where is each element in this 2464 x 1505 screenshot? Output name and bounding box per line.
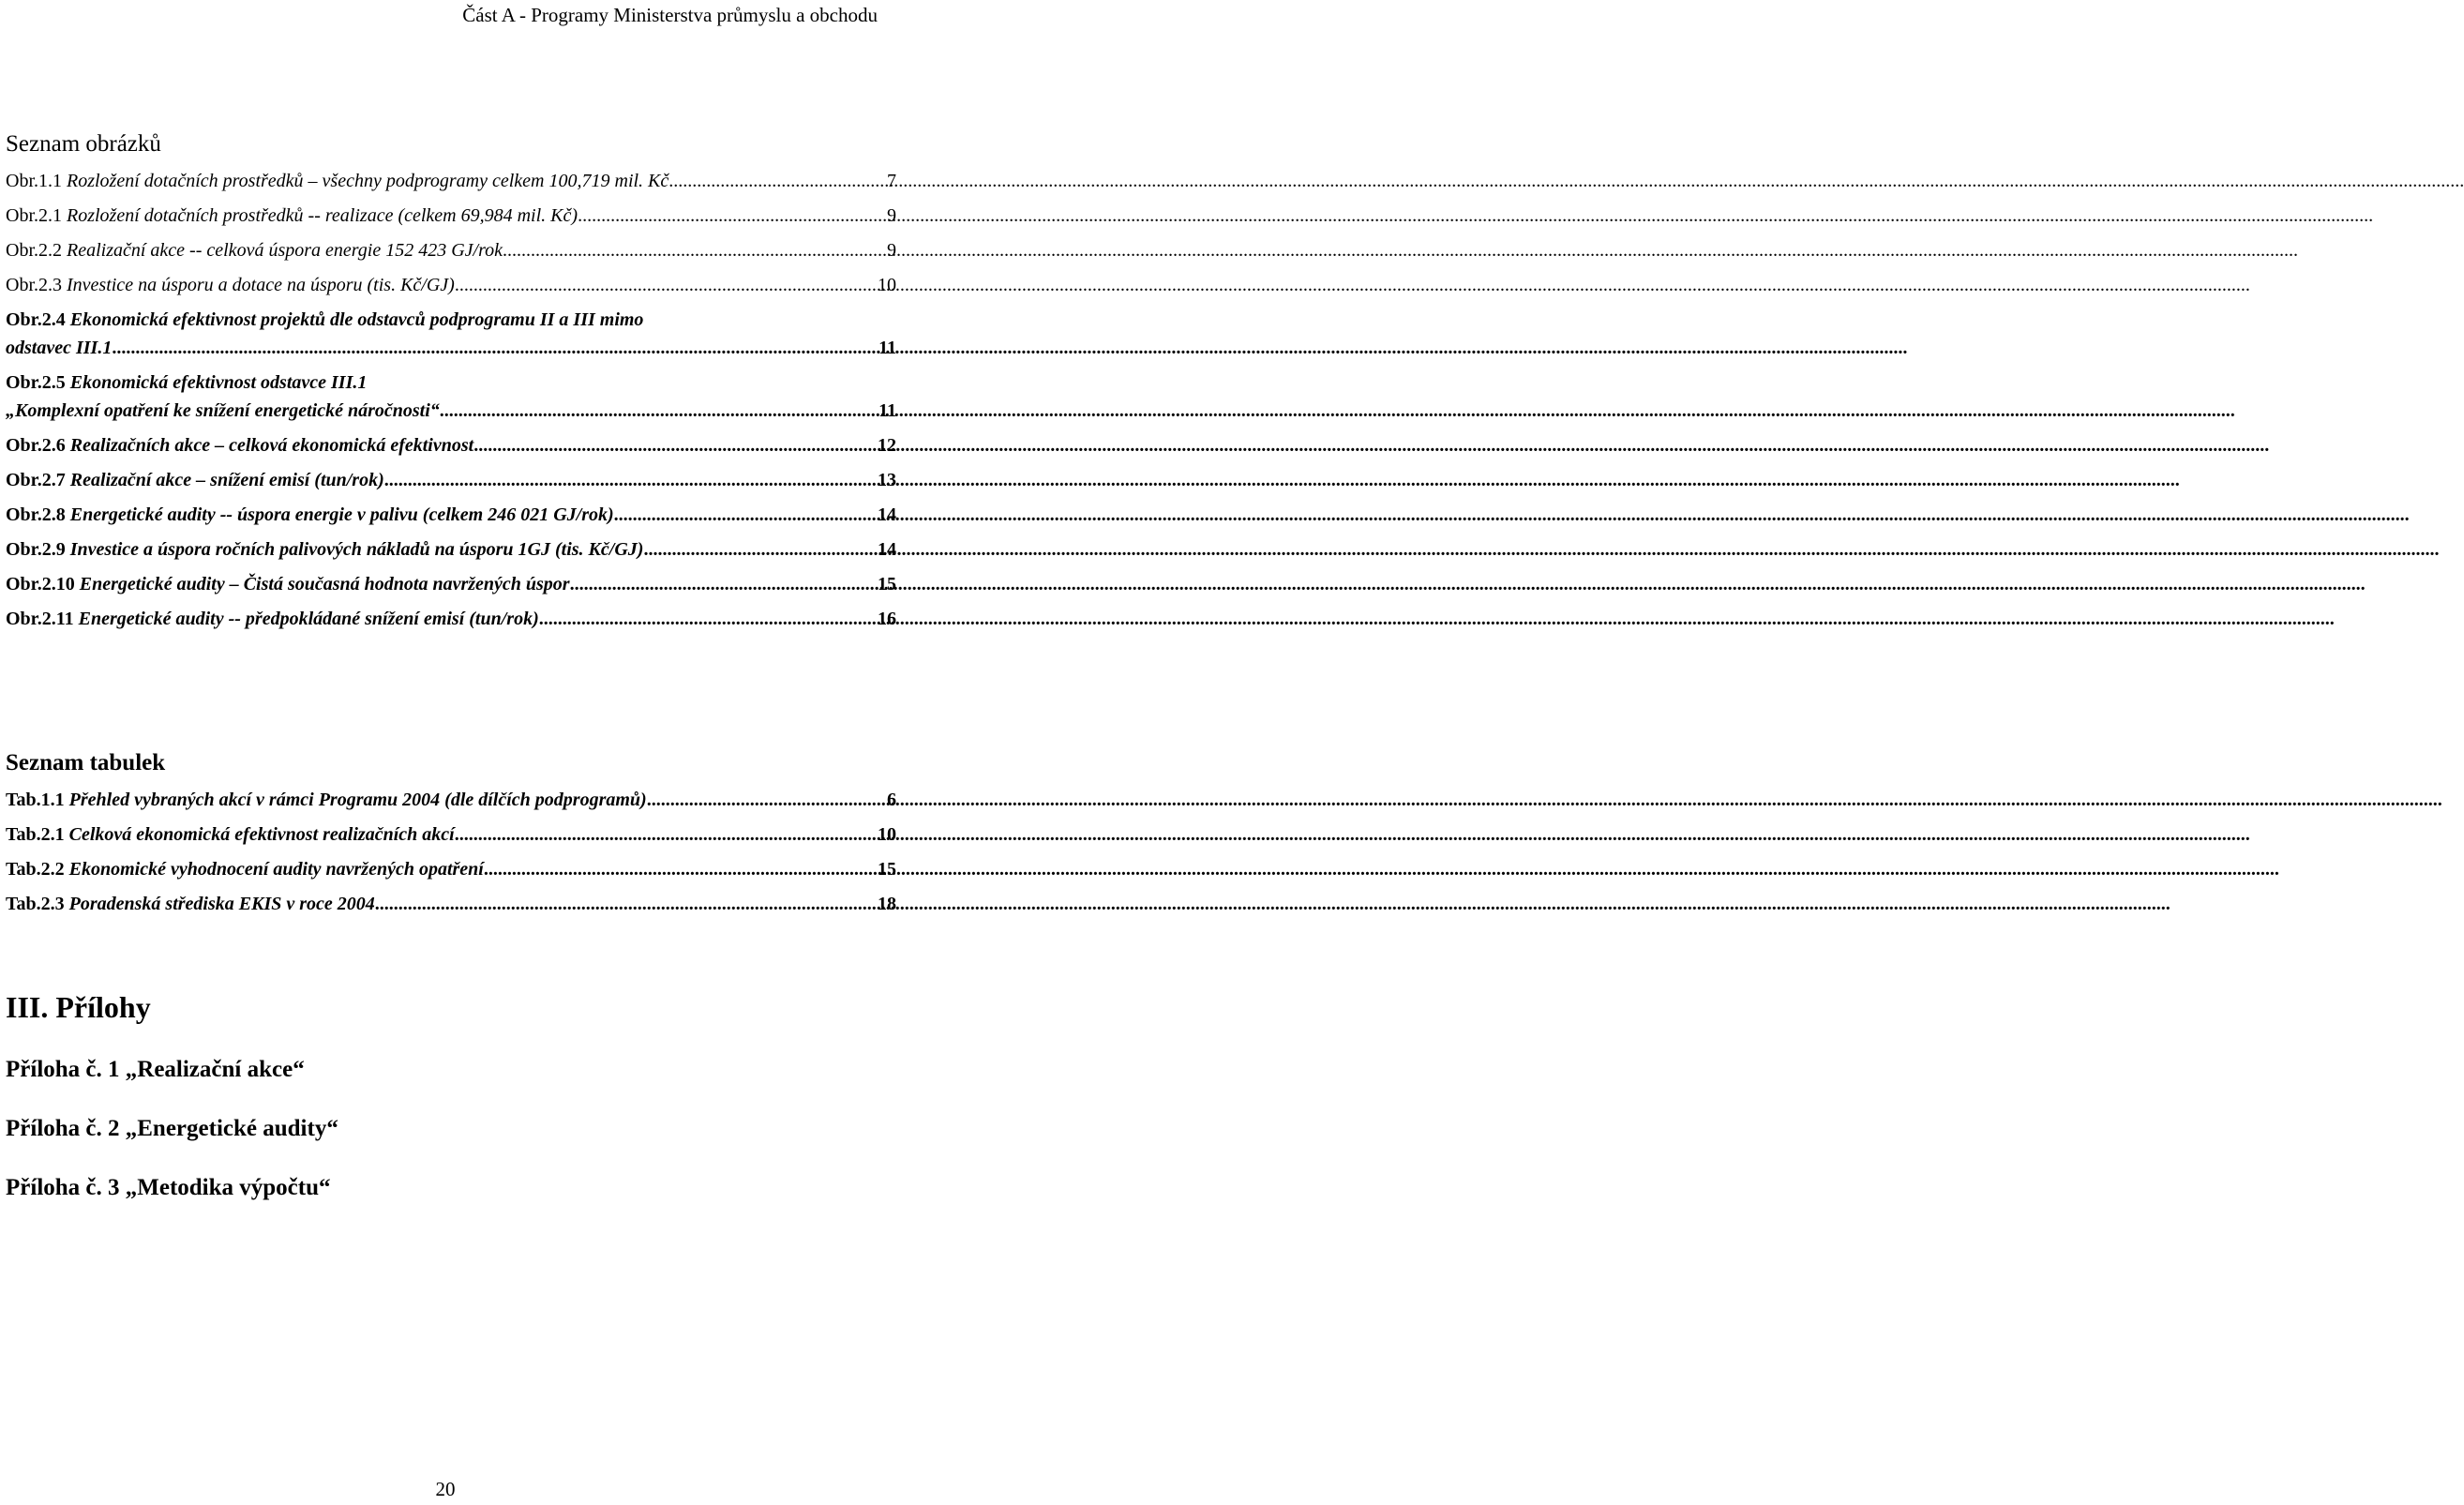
toc-page-number: 16: [878, 609, 896, 629]
toc-entry-number: Tab.1.1: [6, 790, 69, 810]
toc-entry[interactable]: [6, 167, 896, 195]
toc-entry-title: Energetické audity -- úspora energie v palivu (celkem 246 021 GJ/rok): [69, 504, 614, 525]
toc-page-number: 10: [878, 275, 896, 295]
toc-entry[interactable]: [6, 855, 896, 883]
toc-leader-dots: [570, 570, 875, 598]
toc-entry-title: Realizační akce – snížení emisí (tun/rok): [69, 470, 384, 490]
toc-page-number: 11: [879, 400, 896, 421]
toc-entry[interactable]: [6, 786, 896, 814]
toc-entry-number: Obr.2.4: [6, 309, 70, 330]
toc-leader-dots: [578, 202, 884, 230]
toc-entry-number: Obr.2.9: [6, 539, 70, 560]
toc-page-number: 10: [878, 824, 896, 845]
toc-entry-title: Ekonomická efektivnost projektů dle odstavců podprogramu II a III mimo: [69, 309, 644, 330]
toc-entry-title: Poradenská střediska EKIS v roce 2004: [68, 894, 375, 914]
toc-leader-dots: [384, 466, 875, 494]
toc-entry-title: Realizačních akce – celková ekonomická efektivnost: [69, 435, 474, 456]
toc-entry[interactable]: [6, 202, 896, 230]
toc-page-number: 6: [887, 790, 896, 810]
toc-entry-title: Ekonomické vyhodnocení audity navržených opatření: [68, 859, 484, 880]
appendices-heading: III. Přílohy: [6, 990, 151, 1024]
toc-entry[interactable]: [6, 431, 896, 459]
toc-entry[interactable]: [6, 890, 896, 918]
toc-entry[interactable]: [6, 605, 896, 633]
toc-leader-dots: [614, 501, 875, 529]
toc-entry[interactable]: [6, 820, 896, 849]
toc-entry-number: Obr.1.1: [6, 171, 67, 191]
appendix-item-2: Příloha č. 2 „Energetické audity“: [6, 1116, 338, 1141]
toc-entry[interactable]: [6, 306, 896, 362]
page-number: 20: [435, 1478, 456, 1500]
toc-entry-number: Obr.2.1: [6, 205, 67, 226]
toc-entry-number: Obr.2.2: [6, 240, 67, 261]
toc-leader-dots: [473, 431, 875, 459]
toc-entry[interactable]: [6, 466, 896, 494]
toc-entry-number: Obr.2.10: [6, 574, 80, 594]
running-header: Část A - Programy Ministerstva průmyslu a obchodu: [462, 4, 878, 26]
toc-page-number: 14: [878, 539, 896, 560]
toc-entry-number: Tab.2.1: [6, 824, 69, 845]
toc-page-number: 15: [878, 859, 896, 880]
toc-entry-title: Energetické audity -- předpokládané snížení emisí (tun/rok): [78, 609, 539, 629]
tables-section-title: Seznam tabulek: [6, 750, 166, 775]
toc-entry[interactable]: [6, 271, 896, 299]
toc-entry-title: Rozložení dotačních prostředků – všechny podprogramy celkem 100,719 mil. Kč: [67, 171, 669, 191]
toc-leader-dots: [484, 855, 875, 883]
toc-entry-number: Obr.2.5: [6, 372, 70, 393]
toc-entry-title: Realizační akce -- celková úspora energie 152 423 GJ/rok: [67, 240, 503, 261]
toc-leader-dots: [455, 820, 875, 849]
toc-page-number: 11: [879, 338, 896, 358]
toc-entry-number: Obr.2.8: [6, 504, 70, 525]
tables-list: [6, 786, 896, 925]
toc-entry-number: Tab.2.3: [6, 894, 69, 914]
toc-page-number: 13: [878, 470, 896, 490]
appendix-item-1: Příloha č. 1 „Realizační akce“: [6, 1057, 305, 1082]
toc-leader-dots: [440, 397, 876, 425]
toc-entry-title: Celková ekonomická efektivnost realizačních akcí: [68, 824, 455, 845]
toc-entry[interactable]: [6, 501, 896, 529]
toc-entry-title: Přehled vybraných akcí v rámci Programu 2004 (dle dílčích podprogramů): [68, 790, 647, 810]
toc-entry-number: Obr.2.7: [6, 470, 70, 490]
toc-leader-dots: [375, 890, 875, 918]
toc-entry-title-continued: odstavec III.1: [6, 338, 113, 358]
toc-page-number: 18: [878, 894, 896, 914]
toc-leader-dots: [112, 334, 876, 362]
toc-leader-dots: [455, 271, 875, 299]
figures-list: [6, 167, 896, 640]
toc-entry-title: Ekonomická efektivnost odstavce III.1: [69, 372, 368, 393]
toc-entry-title: Rozložení dotačních prostředků -- realizace (celkem 69,984 mil. Kč): [67, 205, 578, 226]
toc-entry-title: Investice a úspora ročních palivových nákladů na úsporu 1GJ (tis. Kč/GJ): [69, 539, 644, 560]
toc-leader-dots: [643, 535, 875, 564]
toc-page-number: 7: [887, 171, 896, 191]
toc-page-number: 15: [878, 574, 896, 594]
toc-page-number: 14: [878, 504, 896, 525]
toc-entry-number: Obr.2.6: [6, 435, 70, 456]
figures-section-title: Seznam obrázků: [6, 131, 161, 157]
appendix-item-3: Příloha č. 3 „Metodika výpočtu“: [6, 1175, 331, 1200]
toc-entry-number: Obr.2.11: [6, 609, 79, 629]
toc-entry-number: Tab.2.2: [6, 859, 69, 880]
toc-leader-dots: [647, 786, 884, 814]
toc-entry[interactable]: [6, 236, 896, 264]
toc-entry-title: Energetické audity – Čistá současná hodnota navržených úspor: [79, 574, 570, 594]
toc-leader-dots: [669, 167, 884, 195]
toc-page-number: 9: [887, 205, 896, 226]
toc-leader-dots: [503, 236, 884, 264]
toc-entry-title: Investice na úsporu a dotace na úsporu (tis. Kč/GJ): [67, 275, 455, 295]
toc-leader-dots: [539, 605, 875, 633]
toc-entry[interactable]: [6, 570, 896, 598]
toc-page-number: 12: [878, 435, 896, 456]
toc-entry-number: Obr.2.3: [6, 275, 67, 295]
toc-entry[interactable]: [6, 369, 896, 425]
toc-page-number: 9: [887, 240, 896, 261]
toc-entry[interactable]: [6, 535, 896, 564]
toc-entry-title-continued: „Komplexní opatření ke snížení energetické náročnosti“: [6, 400, 440, 421]
